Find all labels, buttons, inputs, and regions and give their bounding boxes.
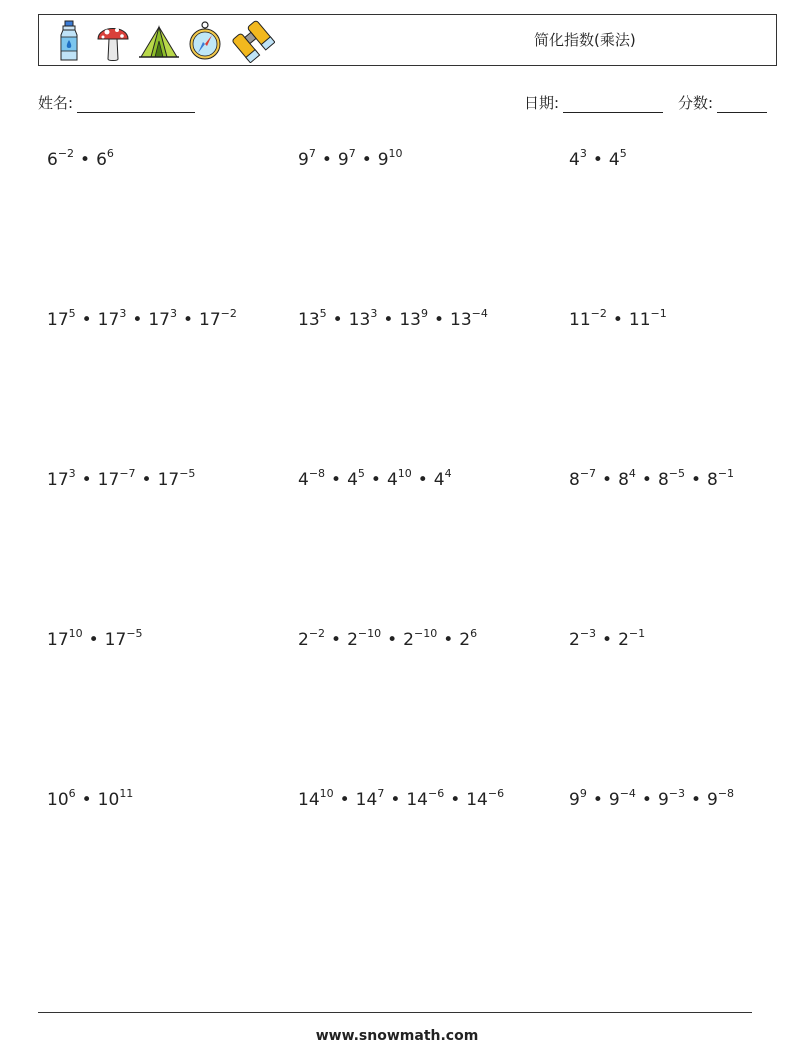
problem-3: [569, 147, 627, 170]
base: 17: [47, 310, 69, 330]
base: 9: [298, 150, 309, 170]
base: 9: [377, 150, 389, 170]
multiply-operator: •: [81, 790, 92, 810]
exponent: 10: [68, 627, 83, 640]
base: 8: [569, 470, 580, 490]
score-label: 分数:: [678, 94, 714, 112]
exponent: 3: [119, 307, 127, 320]
base: 9: [569, 790, 580, 810]
water-bottle-icon: [51, 19, 87, 63]
multiply-operator: •: [641, 790, 652, 810]
name-field: [38, 92, 195, 113]
multiply-operator: •: [383, 310, 394, 330]
footer-divider: [38, 1012, 752, 1013]
base: 13: [298, 310, 320, 330]
exponent: 7: [348, 147, 356, 160]
multiply-operator: •: [370, 470, 381, 490]
base: 6: [47, 150, 58, 170]
base: 17: [104, 630, 127, 650]
problem-1: [47, 147, 114, 170]
exponent: −5: [126, 627, 143, 640]
problem-13: [47, 787, 134, 810]
exponent: 9: [420, 307, 428, 320]
exponent: −5: [179, 467, 196, 480]
date-blank[interactable]: [563, 96, 663, 113]
base: 2: [459, 630, 471, 650]
name-blank[interactable]: [77, 96, 195, 113]
multiply-operator: •: [417, 470, 428, 490]
exponent: 7: [308, 147, 316, 160]
exponent: −10: [413, 627, 438, 640]
worksheet-header: [38, 14, 777, 66]
multiply-operator: •: [450, 790, 461, 810]
exponent: 5: [68, 307, 76, 320]
multiply-operator: •: [390, 790, 401, 810]
exponent: 6: [106, 147, 114, 160]
multiply-operator: •: [387, 630, 398, 650]
exponent: −2: [220, 307, 237, 320]
multiply-operator: •: [132, 310, 143, 330]
problem-2: [298, 147, 403, 170]
base: 14: [298, 790, 320, 810]
problem-15: [569, 787, 735, 810]
base: 6: [96, 150, 107, 170]
worksheet-title: 简化指数(乘法): [534, 31, 636, 49]
base: 17: [199, 310, 221, 330]
base: 13: [399, 310, 421, 330]
exponent: −1: [650, 307, 667, 320]
multiply-operator: •: [641, 470, 652, 490]
problem-6: [569, 307, 667, 330]
base: 2: [618, 630, 629, 650]
base: 17: [97, 470, 120, 490]
multiply-operator: •: [321, 150, 332, 170]
date-label: 日期:: [524, 94, 560, 112]
exponent: −8: [308, 467, 326, 480]
footer-url: www.snowmath.com: [315, 1028, 479, 1044]
base: 2: [298, 630, 309, 650]
header-icons: [51, 19, 275, 63]
exponent: −4: [619, 787, 636, 800]
problem-14: [298, 787, 505, 810]
multiply-operator: •: [88, 630, 99, 650]
exponent: 5: [319, 307, 327, 320]
base: 8: [657, 470, 669, 490]
exponent: −3: [668, 787, 685, 800]
multiply-operator: •: [182, 310, 194, 330]
base: 14: [406, 790, 428, 810]
base: 2: [403, 630, 414, 650]
exponent: −6: [487, 787, 505, 800]
multiply-operator: •: [592, 150, 603, 170]
binoculars-icon: [231, 19, 275, 63]
exponent: 6: [68, 787, 76, 800]
exponent: −2: [308, 627, 326, 640]
base: 9: [608, 790, 620, 810]
multiply-operator: •: [331, 630, 342, 650]
multiply-operator: •: [602, 630, 613, 650]
exponent: 10: [319, 787, 334, 800]
exponent: −2: [590, 307, 607, 320]
exponent: −7: [579, 467, 597, 480]
base: 17: [97, 310, 120, 330]
base: 4: [433, 470, 445, 490]
score-field: [678, 92, 767, 113]
multiply-operator: •: [81, 310, 92, 330]
base: 4: [386, 470, 398, 490]
base: 8: [707, 470, 718, 490]
base: 4: [298, 470, 309, 490]
base: 2: [569, 630, 580, 650]
exponent: −1: [628, 627, 646, 640]
multiply-operator: •: [81, 470, 92, 490]
problem-11: [298, 627, 478, 650]
multiply-operator: •: [443, 630, 454, 650]
exponent: −7: [119, 467, 136, 480]
exponent: 4: [444, 467, 452, 480]
exponent: −10: [357, 627, 382, 640]
problem-7: [47, 467, 196, 490]
exponent: 11: [119, 787, 134, 800]
exponent: 5: [619, 147, 627, 160]
base: 11: [628, 310, 651, 330]
problem-10: [47, 627, 143, 650]
tent-icon: [139, 19, 179, 63]
exponent: −6: [427, 787, 445, 800]
exponent: 3: [370, 307, 378, 320]
date-field: [524, 92, 663, 113]
problem-5: [298, 307, 488, 330]
multiply-operator: •: [141, 470, 152, 490]
base: 2: [347, 630, 358, 650]
compass-icon: [187, 19, 223, 63]
multiply-operator: •: [602, 470, 613, 490]
multiply-operator: •: [361, 150, 372, 170]
exponent: 9: [579, 787, 587, 800]
problem-8: [298, 467, 452, 490]
exponent: 10: [388, 147, 403, 160]
exponent: −5: [668, 467, 685, 480]
problem-4: [47, 307, 237, 330]
base: 13: [450, 310, 472, 330]
base: 14: [466, 790, 488, 810]
exponent: 3: [68, 467, 76, 480]
base: 4: [569, 150, 580, 170]
exponent: 6: [470, 627, 478, 640]
exponent: −3: [579, 627, 597, 640]
multiply-operator: •: [592, 790, 603, 810]
exponent: 3: [579, 147, 587, 160]
base: 14: [355, 790, 378, 810]
base: 9: [657, 790, 669, 810]
score-blank[interactable]: [717, 96, 767, 113]
base: 4: [347, 470, 358, 490]
exponent: 5: [357, 467, 365, 480]
mushroom-icon: [95, 19, 131, 63]
multiply-operator: •: [433, 310, 445, 330]
base: 17: [157, 470, 180, 490]
base: 8: [618, 470, 629, 490]
base: 4: [608, 150, 620, 170]
problem-9: [569, 467, 735, 490]
exponent: 7: [377, 787, 385, 800]
exponent: −1: [717, 467, 735, 480]
base: 13: [348, 310, 371, 330]
exponent: −2: [57, 147, 75, 160]
multiply-operator: •: [690, 790, 702, 810]
multiply-operator: •: [339, 790, 350, 810]
exponent: 4: [628, 467, 636, 480]
base: 17: [47, 470, 69, 490]
problem-12: [569, 627, 646, 650]
base: 10: [47, 790, 69, 810]
base: 17: [47, 630, 69, 650]
multiply-operator: •: [612, 310, 623, 330]
exponent: −8: [717, 787, 735, 800]
multiply-operator: •: [332, 310, 343, 330]
exponent: −4: [471, 307, 488, 320]
base: 17: [148, 310, 170, 330]
base: 10: [97, 790, 120, 810]
multiply-operator: •: [690, 470, 702, 490]
base: 9: [337, 150, 349, 170]
multiply-operator: •: [80, 150, 91, 170]
name-label: 姓名:: [38, 94, 74, 112]
multiply-operator: •: [331, 470, 342, 490]
exponent: 10: [397, 467, 412, 480]
exponent: 3: [169, 307, 177, 320]
base: 9: [707, 790, 718, 810]
base: 11: [569, 310, 591, 330]
